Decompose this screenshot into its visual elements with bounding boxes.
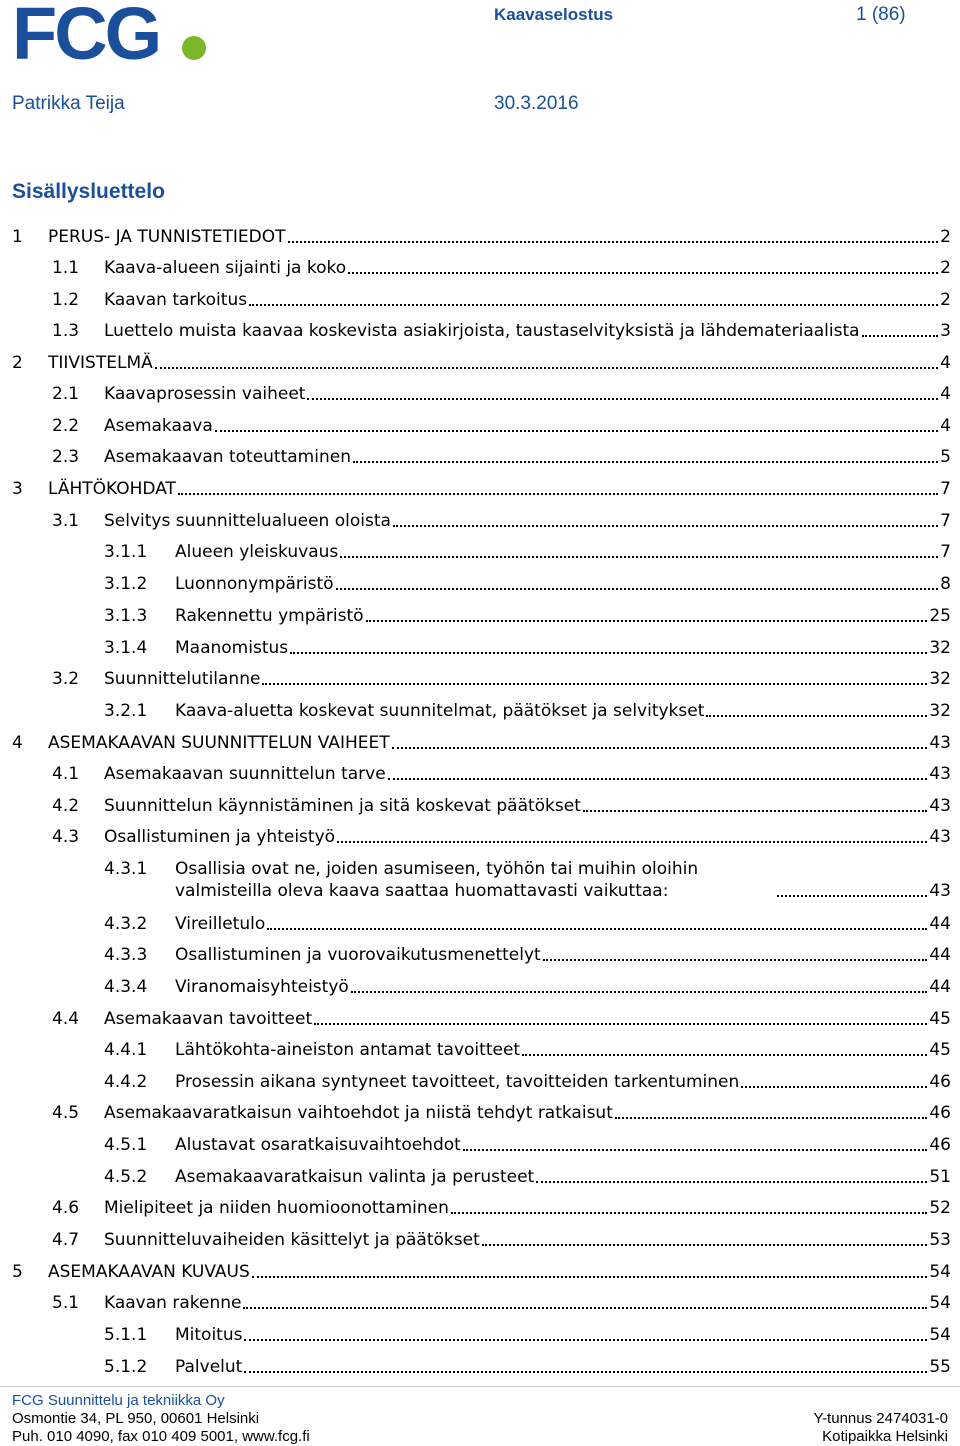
toc-entry-title: Asemakaavan toteuttaminen xyxy=(104,447,351,467)
toc-entry-page: 2 xyxy=(940,227,951,247)
toc-entry-title: Maanomistus xyxy=(175,638,289,658)
toc-entry[interactable] xyxy=(52,510,951,532)
toc-entry[interactable] xyxy=(104,858,951,902)
toc-entry-page: 43 xyxy=(929,827,951,847)
toc-entry-title: ASEMAKAAVAN SUUNNITTELUN VAIHEET xyxy=(48,733,390,753)
toc-entry-number: 3 xyxy=(12,479,23,499)
toc-entry-title: Asemakaavaratkaisun valinta ja perusteet xyxy=(175,1167,535,1187)
toc-entry-number: 3.1.4 xyxy=(104,638,148,658)
toc-entry[interactable] xyxy=(52,1229,951,1251)
toc-entry-title: Kaavan tarkoitus xyxy=(104,290,248,310)
toc-entry[interactable] xyxy=(104,944,951,966)
toc-entry-page: 7 xyxy=(940,511,951,531)
toc-heading: Sisällysluettelo xyxy=(12,180,165,203)
toc-entry-number: 4.3.4 xyxy=(104,977,148,997)
toc-entry-number: 1.2 xyxy=(52,290,80,310)
footer-divider xyxy=(0,1386,960,1387)
toc-entry-number: 3.1.1 xyxy=(104,542,148,562)
toc-entry-page: 7 xyxy=(940,479,951,499)
toc-entry-title: ASEMAKAAVAN KUVAUS xyxy=(48,1262,250,1282)
toc-dot-leader xyxy=(463,1149,928,1151)
toc-entry-page: 8 xyxy=(940,574,951,594)
toc-entry[interactable] xyxy=(104,637,951,659)
logo-text: FCG xyxy=(12,0,160,75)
toc-entry-page: 54 xyxy=(929,1325,951,1345)
toc-entry-page: 5 xyxy=(940,447,951,467)
toc-dot-leader xyxy=(314,1023,927,1025)
toc-entry-page: 2 xyxy=(940,290,951,310)
toc-entry[interactable] xyxy=(52,1008,951,1030)
toc-entry[interactable] xyxy=(52,1197,951,1219)
toc-entry[interactable] xyxy=(52,320,951,342)
toc-entry[interactable] xyxy=(52,1292,951,1314)
toc-entry-page: 43 xyxy=(929,881,951,901)
toc-entry-title: Viranomaisyhteistyö xyxy=(175,977,349,997)
toc-entry-number: 4.4.2 xyxy=(104,1072,148,1092)
document-type: Kaavaselostus xyxy=(494,5,614,24)
toc-entry-page: 32 xyxy=(929,701,951,721)
toc-entry-page: 46 xyxy=(929,1103,951,1123)
toc-entry-title: Asemakaavan tavoitteet xyxy=(104,1009,313,1029)
toc-entry-title: Osallistuminen ja yhteistyö xyxy=(104,827,336,847)
toc-entry-number: 5.1 xyxy=(52,1293,80,1313)
toc-entry[interactable] xyxy=(104,605,951,627)
toc-dot-leader xyxy=(482,1244,928,1246)
toc-entry-number: 4 xyxy=(12,733,23,753)
toc-entry-number: 4.4 xyxy=(52,1009,80,1029)
toc-entry-page: 45 xyxy=(929,1040,951,1060)
toc-entry-title: LÄHTÖKOHDAT xyxy=(48,479,176,499)
toc-entry[interactable] xyxy=(104,1071,951,1093)
toc-entry-number: 4.3 xyxy=(52,827,80,847)
toc-entry-page: 32 xyxy=(929,669,951,689)
toc-entry-number: 3.2.1 xyxy=(104,701,148,721)
toc-entry-page: 43 xyxy=(929,733,951,753)
toc-entry-title: Alustavat osaratkaisuvaihtoehdot xyxy=(175,1135,461,1155)
toc-entry-title: Lähtökohta-aineiston antamat tavoitteet xyxy=(175,1040,521,1060)
toc-entry-number: 5 xyxy=(12,1262,23,1282)
toc-entry-page: 32 xyxy=(929,638,951,658)
toc-entry-title: Palvelut xyxy=(175,1357,243,1377)
toc-entry-title: Asemakaavan suunnittelun tarve xyxy=(104,764,386,784)
toc-dot-leader xyxy=(353,461,938,463)
toc-entry-number: 4.7 xyxy=(52,1230,80,1250)
toc-entry-number: 4.5.2 xyxy=(104,1167,148,1187)
toc-entry-page: 3 xyxy=(940,321,951,341)
toc-entry-page: 52 xyxy=(929,1198,951,1218)
toc-dot-leader xyxy=(522,1054,927,1056)
toc-entry-page: 7 xyxy=(940,542,951,562)
toc-entry[interactable] xyxy=(52,1102,951,1124)
toc-entry-page: 2 xyxy=(940,258,951,278)
toc-dot-leader xyxy=(706,715,927,717)
toc-dot-leader xyxy=(178,493,938,495)
toc-entry[interactable] xyxy=(12,1261,951,1283)
toc-dot-leader xyxy=(615,1117,927,1119)
toc-dot-leader xyxy=(249,304,938,306)
toc-entry-page: 43 xyxy=(929,764,951,784)
toc-dot-leader xyxy=(290,652,927,654)
toc-entry-number: 2.1 xyxy=(52,384,80,404)
toc-entry-number: 3.1.2 xyxy=(104,574,148,594)
toc-entry-title: Suunnittelutilanne xyxy=(104,669,261,689)
toc-dot-leader xyxy=(741,1086,927,1088)
toc-entry-title: Vireilletulo xyxy=(175,914,266,934)
toc-dot-leader xyxy=(388,778,928,780)
footer-phone: Puh. 010 4090, fax 010 409 5001, www.fcg.fi xyxy=(12,1428,310,1445)
toc-entry-number: 1 xyxy=(12,227,23,247)
toc-dot-leader xyxy=(340,556,938,558)
toc-dot-leader xyxy=(777,895,927,897)
toc-entry[interactable] xyxy=(12,226,951,248)
toc-dot-leader xyxy=(155,367,938,369)
toc-entry-page: 44 xyxy=(929,914,951,934)
toc-entry[interactable] xyxy=(52,257,951,279)
toc-entry[interactable] xyxy=(104,573,951,595)
footer-business-id: Y-tunnus 2474031-0 xyxy=(813,1410,948,1427)
toc-entry-number: 2.3 xyxy=(52,447,80,467)
toc-dot-leader xyxy=(451,1212,927,1214)
toc-entry[interactable] xyxy=(52,668,951,690)
toc-entry-page: 46 xyxy=(929,1072,951,1092)
toc-dot-leader xyxy=(244,1371,927,1373)
toc-entry-number: 3.1 xyxy=(52,511,80,531)
toc-entry-page: 51 xyxy=(929,1167,951,1187)
toc-entry-title: Osallistuminen ja vuorovaikutusmenettelyt xyxy=(175,945,541,965)
toc-entry-page: 44 xyxy=(929,945,951,965)
toc-entry[interactable] xyxy=(52,826,951,848)
toc-entry[interactable] xyxy=(104,1356,951,1378)
toc-entry-page: 54 xyxy=(929,1262,951,1282)
toc-entry-page: 45 xyxy=(929,1009,951,1029)
toc-entry[interactable] xyxy=(52,289,951,311)
toc-entry-title: Kaavaprosessin vaiheet xyxy=(104,384,306,404)
toc-entry-number: 4.6 xyxy=(52,1198,80,1218)
toc-dot-leader xyxy=(337,841,927,843)
toc-dot-leader xyxy=(252,1276,928,1278)
toc-entry-title: Kaava-alueen sijainti ja koko xyxy=(104,258,347,278)
toc-entry[interactable] xyxy=(104,1039,951,1061)
toc-entry-number: 4.2 xyxy=(52,796,80,816)
toc-entry[interactable] xyxy=(104,700,951,722)
toc-dot-leader xyxy=(351,991,928,993)
footer-company: FCG Suunnittelu ja tekniikka Oy xyxy=(12,1392,225,1409)
toc-entry-title: Osallisia ovat ne, joiden asumiseen, työhön tai muihin oloihin valmisteilla oleva kaava saattaa huomattavasti vaikuttaa: xyxy=(175,859,699,901)
author: Patrikka Teija xyxy=(12,93,125,114)
toc-entry[interactable] xyxy=(104,1324,951,1346)
toc-entry-page: 4 xyxy=(940,416,951,436)
toc-dot-leader xyxy=(262,683,927,685)
toc-entry-number: 4.3.1 xyxy=(104,859,148,879)
toc-entry-title: Kaavan rakenne xyxy=(104,1293,242,1313)
toc-entry-page: 43 xyxy=(929,796,951,816)
toc-dot-leader xyxy=(243,1307,927,1309)
toc-dot-leader xyxy=(267,928,927,930)
toc-entry-number: 1.3 xyxy=(52,321,80,341)
toc-entry-number: 3.1.3 xyxy=(104,606,148,626)
toc-dot-leader xyxy=(366,620,928,622)
toc-entry-title: Mitoitus xyxy=(175,1325,243,1345)
toc-entry-title: Rakennettu ympäristö xyxy=(175,606,364,626)
toc-entry-title: Prosessin aikana syntyneet tavoitteet, tavoitteiden tarkentuminen xyxy=(175,1072,740,1092)
toc-dot-leader xyxy=(307,398,938,400)
toc-entry[interactable] xyxy=(104,1134,951,1156)
toc-entry-number: 2 xyxy=(12,353,23,373)
toc-entry-title: Asemakaava xyxy=(104,416,213,436)
toc-entry-number: 4.1 xyxy=(52,764,80,784)
toc-dot-leader xyxy=(543,959,928,961)
logo-dot-icon xyxy=(182,36,206,60)
toc-entry[interactable] xyxy=(104,541,951,563)
toc-entry[interactable] xyxy=(104,976,951,998)
toc-entry-title: Mielipiteet ja niiden huomioonottaminen xyxy=(104,1198,449,1218)
toc-entry[interactable] xyxy=(104,1166,951,1188)
toc-entry[interactable] xyxy=(12,732,951,754)
toc-entry-page: 25 xyxy=(929,606,951,626)
toc-entry-title: Luonnonympäristö xyxy=(175,574,334,594)
toc-entry-number: 5.1.1 xyxy=(104,1325,148,1345)
toc-entry[interactable] xyxy=(12,352,951,374)
toc-entry-title: Selvitys suunnittelualueen oloista xyxy=(104,511,391,531)
toc-entry-page: 4 xyxy=(940,353,951,373)
toc-entry-number: 5.1.2 xyxy=(104,1357,148,1377)
toc-entry-title: Suunnittelun käynnistäminen ja sitä koskevat päätökset xyxy=(104,796,581,816)
toc-entry[interactable] xyxy=(52,415,951,437)
toc-dot-leader xyxy=(348,272,938,274)
document-date: 30.3.2016 xyxy=(494,93,579,114)
toc-entry[interactable] xyxy=(52,383,951,405)
toc-entry-number: 4.5.1 xyxy=(104,1135,148,1155)
toc-entry-title: Kaava-aluetta koskevat suunnitelmat, päätökset ja selvitykset xyxy=(175,701,705,721)
toc-dot-leader xyxy=(288,241,939,243)
toc-dot-leader xyxy=(215,430,938,432)
toc-entry-title: TIIVISTELMÄ xyxy=(48,353,153,373)
toc-entry-number: 4.5 xyxy=(52,1103,80,1123)
toc-entry-title: Alueen yleiskuvaus xyxy=(175,542,339,562)
toc-dot-leader xyxy=(336,588,939,590)
toc-entry[interactable] xyxy=(12,478,951,500)
toc-entry-number: 3.2 xyxy=(52,669,80,689)
toc-entry[interactable] xyxy=(104,913,951,935)
toc-entry-title: Luettelo muista kaavaa koskevista asiakirjoista, taustaselvityksistä ja lähdemateriaalista xyxy=(104,321,860,341)
toc-entry-page: 54 xyxy=(929,1293,951,1313)
toc-entry-page: 44 xyxy=(929,977,951,997)
toc-dot-leader xyxy=(862,335,939,337)
toc-entry[interactable] xyxy=(52,763,951,785)
footer-domicile: Kotipaikka Helsinki xyxy=(822,1428,948,1445)
toc-dot-leader xyxy=(392,747,928,749)
toc-entry-page: 46 xyxy=(929,1135,951,1155)
toc-entry-number: 4.3.2 xyxy=(104,914,148,934)
toc-entry[interactable] xyxy=(52,446,951,468)
toc-dot-leader xyxy=(583,810,927,812)
toc-dot-leader xyxy=(244,1339,927,1341)
toc-entry-page: 55 xyxy=(929,1357,951,1377)
toc-entry-page: 53 xyxy=(929,1230,951,1250)
toc-entry-number: 4.4.1 xyxy=(104,1040,148,1060)
toc-entry-title: PERUS- JA TUNNISTETIEDOT xyxy=(48,227,286,247)
toc-entry-title: Suunnitteluvaiheiden käsittelyt ja päätökset xyxy=(104,1230,480,1250)
toc-entry-number: 2.2 xyxy=(52,416,80,436)
toc-dot-leader xyxy=(393,525,938,527)
fcg-logo xyxy=(12,0,202,75)
page-number: 1 (86) xyxy=(856,4,906,25)
toc-entry-title: Asemakaavaratkaisun vaihtoehdot ja niistä tehdyt ratkaisut xyxy=(104,1103,613,1123)
toc-dot-leader xyxy=(536,1181,927,1183)
footer-address: Osmontie 34, PL 950, 00601 Helsinki xyxy=(12,1410,260,1427)
toc-entry-number: 4.3.3 xyxy=(104,945,148,965)
toc-entry-page: 4 xyxy=(940,384,951,404)
toc-entry-number: 1.1 xyxy=(52,258,80,278)
toc-entry[interactable] xyxy=(52,795,951,817)
